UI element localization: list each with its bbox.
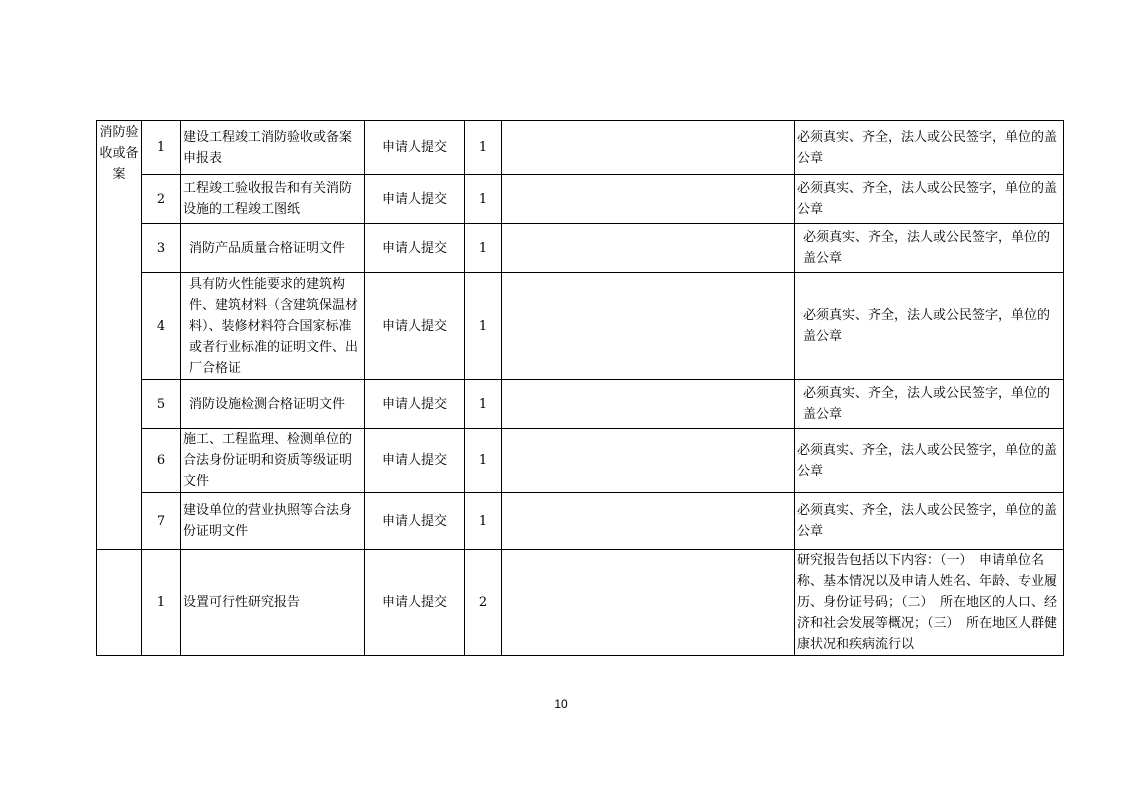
empty-cell — [502, 550, 795, 656]
material-requirement: 必须真实、齐全，法人或公民签字，单位的盖公章 — [795, 429, 1064, 493]
row-number: 6 — [142, 429, 181, 493]
material-quantity: 1 — [465, 429, 502, 493]
material-requirement: 必须真实、齐全，法人或公民签字，单位的盖公章 — [795, 121, 1064, 175]
table-row — [97, 380, 1064, 429]
material-source: 申请人提交 — [365, 550, 465, 656]
material-quantity: 1 — [465, 273, 502, 380]
material-name: 设置可行性研究报告 — [181, 550, 365, 656]
table-row — [97, 121, 1064, 175]
empty-cell — [502, 273, 795, 380]
material-name: 建设单位的营业执照等合法身份证明文件 — [181, 493, 365, 550]
material-requirement: 必须真实、齐全，法人或公民签字，单位的盖公章 — [795, 380, 1064, 429]
requirements-table — [96, 120, 1064, 656]
material-quantity: 1 — [465, 380, 502, 429]
material-name: 消防产品质量合格证明文件 — [181, 224, 365, 273]
empty-cell — [502, 224, 795, 273]
material-name: 工程竣工验收报告和有关消防设施的工程竣工图纸 — [181, 175, 365, 224]
row-number: 3 — [142, 224, 181, 273]
material-name: 具有防火性能要求的建筑构件、建筑材料（含建筑保温材料）、装修材料符合国家标准或者行业标准的证明文件、出厂合格证 — [181, 273, 365, 380]
material-requirement: 必须真实、齐全，法人或公民签字，单位的盖公章 — [795, 224, 1064, 273]
material-requirement: 必须真实、齐全，法人或公民签字，单位的盖公章 — [795, 273, 1064, 380]
material-source: 申请人提交 — [365, 380, 465, 429]
row-number: 1 — [142, 550, 181, 656]
empty-cell — [502, 493, 795, 550]
row-number: 2 — [142, 175, 181, 224]
material-source: 申请人提交 — [365, 493, 465, 550]
material-requirement: 必须真实、齐全，法人或公民签字，单位的盖公章 — [795, 493, 1064, 550]
material-requirement: 必须真实、齐全，法人或公民签字，单位的盖公章 — [795, 175, 1064, 224]
table-row — [97, 493, 1064, 550]
category-cell: 消防验收或备案 — [97, 121, 142, 550]
table-row — [97, 429, 1064, 493]
material-source: 申请人提交 — [365, 273, 465, 380]
category-cell — [97, 550, 142, 656]
page-number: 10 — [554, 697, 568, 711]
material-source: 申请人提交 — [365, 224, 465, 273]
row-number: 4 — [142, 273, 181, 380]
material-name: 施工、工程监理、检测单位的合法身份证明和资质等级证明文件 — [181, 429, 365, 493]
empty-cell — [502, 429, 795, 493]
table-row — [97, 273, 1064, 380]
row-number: 7 — [142, 493, 181, 550]
empty-cell — [502, 175, 795, 224]
material-quantity: 1 — [465, 175, 502, 224]
table-row — [97, 224, 1064, 273]
material-quantity: 2 — [465, 550, 502, 656]
material-quantity: 1 — [465, 224, 502, 273]
material-source: 申请人提交 — [365, 429, 465, 493]
material-quantity: 1 — [465, 121, 502, 175]
table-row — [97, 550, 1064, 656]
empty-cell — [502, 121, 795, 175]
material-requirement: 研究报告包括以下内容：（一） 申请单位名称、基本情况以及申请人姓名、年龄、专业履历、身份证号码；（二） 所在地区的人口、经济和社会发展等概况；（三） 所在地区人群健康状况和疾病流行以 — [795, 550, 1064, 656]
table-row — [97, 175, 1064, 224]
material-name: 消防设施检测合格证明文件 — [181, 380, 365, 429]
row-number: 5 — [142, 380, 181, 429]
material-source: 申请人提交 — [365, 121, 465, 175]
row-number: 1 — [142, 121, 181, 175]
material-name: 建设工程竣工消防验收或备案申报表 — [181, 121, 365, 175]
material-quantity: 1 — [465, 493, 502, 550]
material-source: 申请人提交 — [365, 175, 465, 224]
empty-cell — [502, 380, 795, 429]
